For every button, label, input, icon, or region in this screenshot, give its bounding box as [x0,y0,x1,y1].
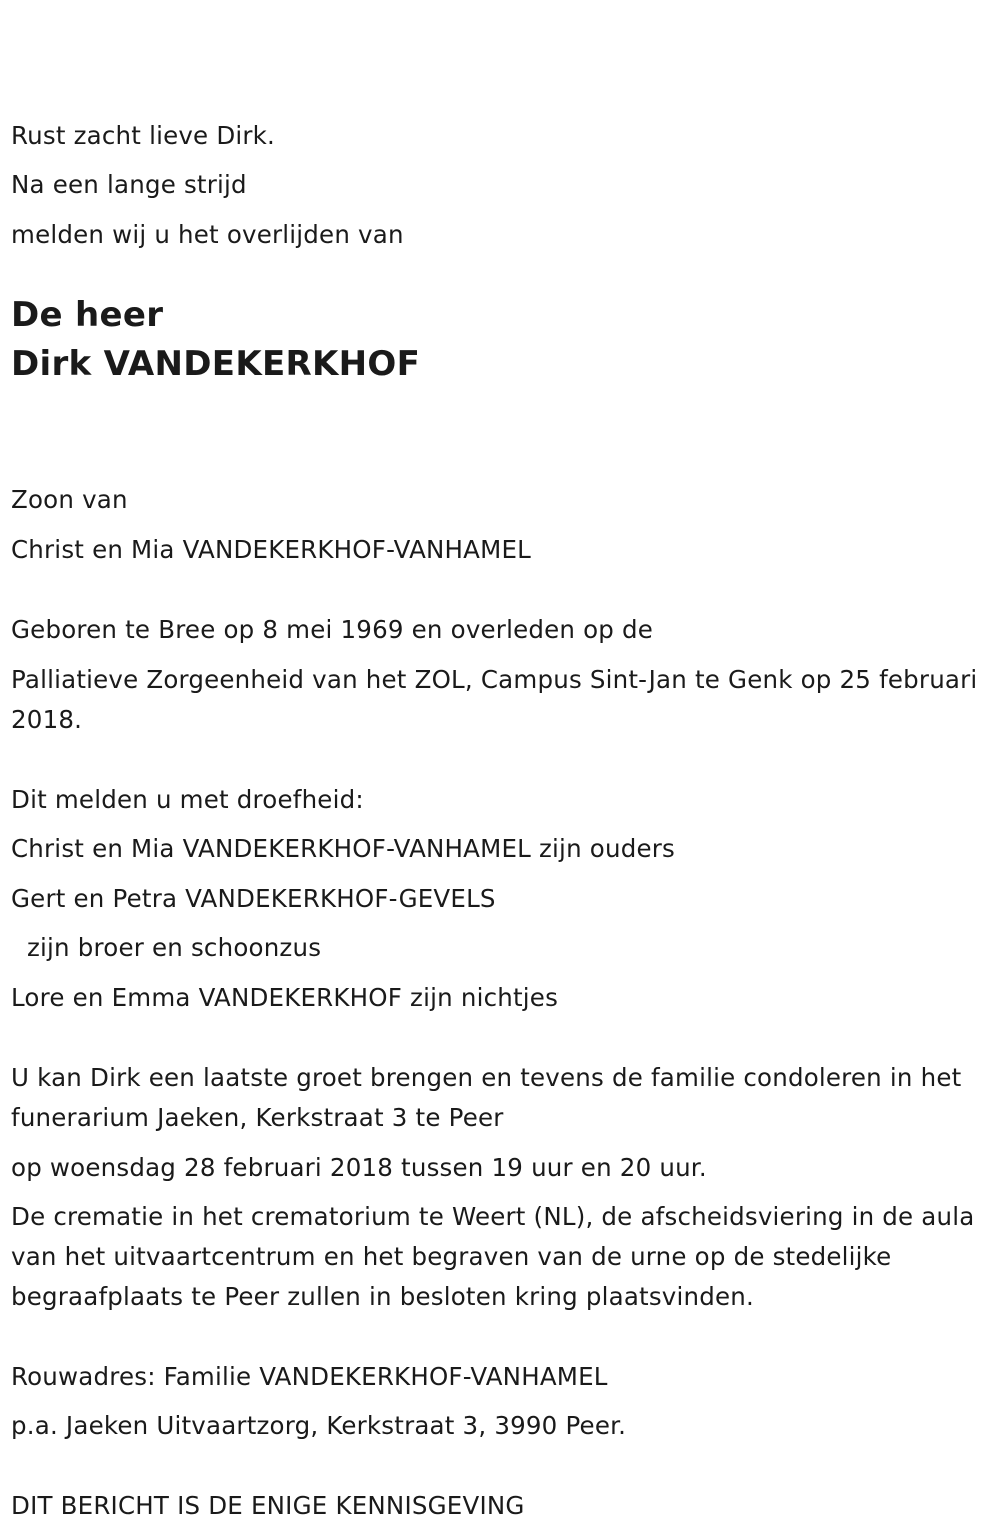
visitation-date: op woensdag 28 februari 2018 tussen 19 uur en 20 uur. [11,1153,707,1182]
birth-line: Geboren te Bree op 8 mei 1969 en overleden op de [11,615,654,644]
mourner-brother: Gert en Petra VANDEKERKHOF-GEVELS [11,884,496,913]
parents-label: Zoon van [11,485,128,514]
deceased-name: Dirk VANDEKERKHOF [11,344,421,384]
mourner-brother-relation: zijn broer en schoonzus [11,933,322,962]
parents-names: Christ en Mia VANDEKERKHOF-VANHAMEL [11,535,532,564]
mourners-label: Dit melden u met droefheid: [11,785,364,814]
death-place-line: Palliatieve Zorgeenheid van het ZOL, Campus Sint-Jan te Genk op 25 februari 2018. [11,665,978,734]
intro-line-1: Rust zacht lieve Dirk. [11,121,276,150]
mourner-parents: Christ en Mia VANDEKERKHOF-VANHAMEL zijn ouders [11,834,675,863]
visitation-text: U kan Dirk een laatste groet brengen en tevens de familie condoleren in het funerarium Jaeken, Kerkstraat 3 te Peer [11,1063,962,1132]
mourning-address-care-of: p.a. Jaeken Uitvaartzorg, Kerkstraat 3, 3990 Peer. [11,1411,627,1440]
intro-line-2: Na een lange strijd [11,170,247,199]
intro-line-3: melden wij u het overlijden van [11,220,404,249]
mourner-nieces: Lore en Emma VANDEKERKHOF zijn nichtjes [11,983,559,1012]
mourning-address: Rouwadres: Familie VANDEKERKHOF-VANHAMEL [11,1362,608,1391]
cremation-text: De crematie in het crematorium te Weert (NL), de afscheidsviering in de aula van het uitvaartcentrum en het begraven van de urne op de stedelijke begraafplaats te Peer zullen in besloten kring plaatsvinden. [11,1202,975,1311]
only-notice: DIT BERICHT IS DE ENIGE KENNISGEVING [11,1491,525,1520]
deceased-salutation: De heer [11,295,164,335]
